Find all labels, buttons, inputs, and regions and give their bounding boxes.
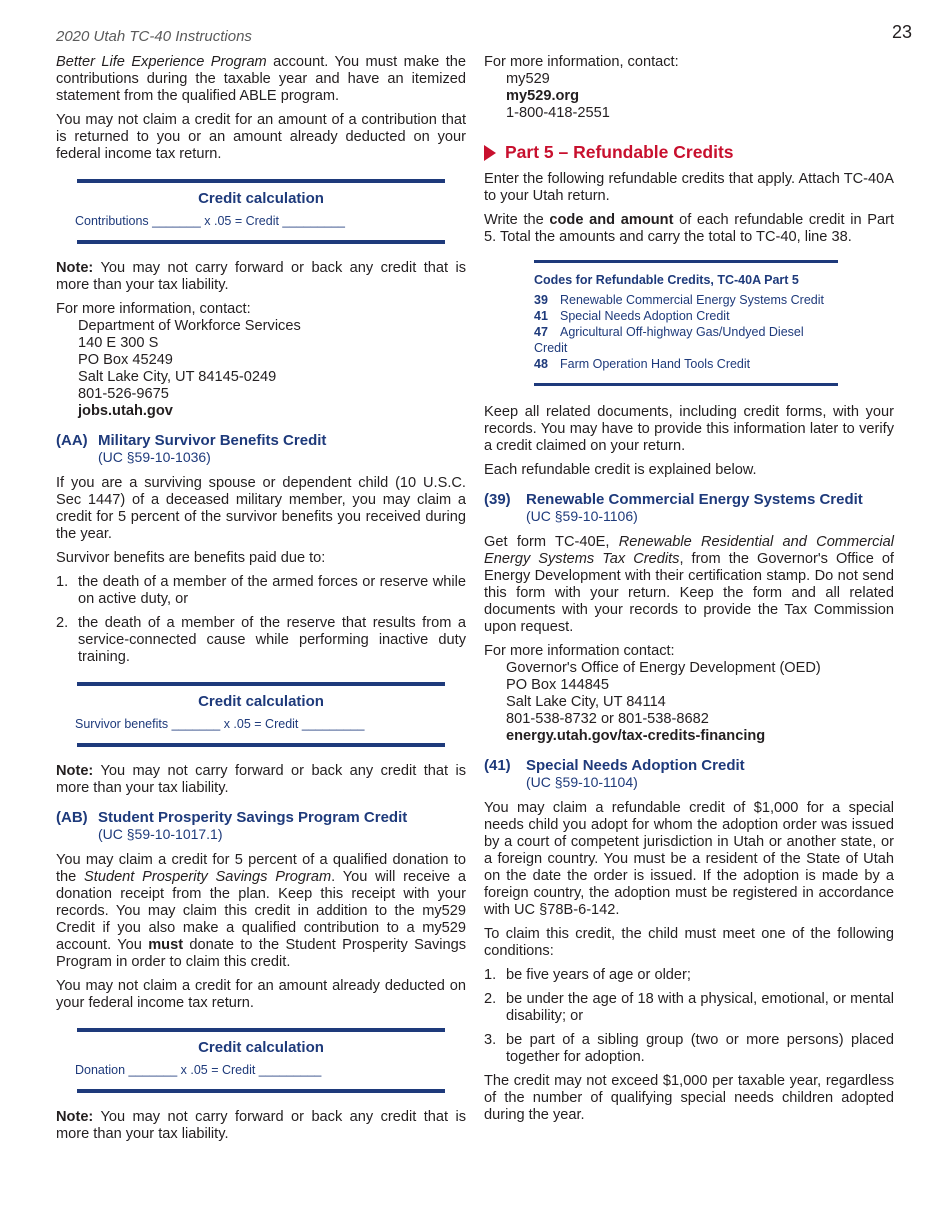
paragraph: Keep all related documents, including credit forms, with your records. You may have to provide this information later to verify a credit claimed on your return. [484,404,894,454]
code-row: 39 Renewable Commercial Energy Systems Credit [534,293,824,307]
note: Note: You may not carry forward or back any credit that is more than your tax liability. [56,763,466,796]
paragraph: Survivor benefits are benefits paid due to: [56,550,326,566]
website-link[interactable]: jobs.utah.gov [78,403,173,419]
paragraph: Each refundable credit is explained below. [484,462,757,478]
credit-calculation-box [77,682,445,747]
section-heading-41: (41) Special Needs Adoption Credit (UC §59-10-1104) [484,757,745,790]
section-heading-ab: (AB) Student Prosperity Savings Program Credit (UC §59-10-1017.1) [56,809,408,842]
note: Note: You may not carry forward or back any credit that is more than your tax liability. [56,1109,466,1142]
website-link[interactable]: my529.org [506,88,580,104]
page-number: 23 [891,22,912,42]
calc-title: Credit calculation [198,1039,324,1056]
paragraph: You may not claim a credit for an amount already deducted on your federal income tax return. [56,978,466,1011]
section-heading-39: (39) Renewable Commercial Energy Systems Credit (UC §59-10-1106) [484,491,863,524]
list-item: 3. be part of a sibling group (two or more persons) placed together for adoption. [484,1032,894,1065]
paragraph: Enter the following refundable credits that apply. Attach TC-40A to your Utah return. [484,171,894,204]
calc-title: Credit calculation [198,190,324,207]
paragraph: If you are a surviving spouse or dependent child (10 U.S.C. Sec 1447) of a deceased military member, you may claim a credit for 5 percent of the survivor benefits you received during the year. [56,475,466,542]
calc-formula: Survivor benefits _______ x .05 = Credit _________ [75,717,365,731]
section-heading-aa: (AA) Military Survivor Benefits Credit (UC §59-10-1036) [56,432,327,465]
paragraph: To claim this credit, the child must meet one of the following conditions: [484,926,894,959]
website-link[interactable]: energy.utah.gov/tax-credits-financing [506,728,766,744]
contact-block: For more information, contact: my529 my529.org 1-800-418-2551 [484,54,894,122]
calc-title: Credit calculation [198,693,324,710]
paragraph: Write the code and amount of each refundable credit in Part 5. Total the amounts and carry the total to TC-40, line 38. [484,212,895,245]
numbered-list [484,967,894,1066]
right-column [484,54,894,1131]
refundable-codes-box: Codes for Refundable Credits, TC-40A Part 5 39 Renewable Commercial Energy Systems Credit 41 Special Needs Adoption Credit 47 Agricultural Off-highway Gas/Undyed Diesel Credit 48 Farm Operation Hand Tools Credit [534,260,838,386]
list-item: 1. be five years of age or older; [484,967,691,983]
triangle-bullet-icon [484,145,496,161]
paragraph: You may not claim a credit for an amount of a contribution that is returned to you or an amount already deducted on your federal income tax return. [56,112,466,162]
list-item: 2. the death of a member of the reserve that results from a service-connected cause while performing inactive duty training. [56,615,466,665]
contact-block: For more information, contact: Department of Workforce Services 140 E 300 S PO Box 45249 Salt Lake City, UT 84145-0249 801-526-9675 jobs.utah.gov [56,301,466,420]
calc-formula: Contributions _______ x .05 = Credit _________ [75,214,345,228]
left-column [56,54,466,1150]
list-item: 1. the death of a member of the armed forces or reserve while on active duty, or [56,574,466,607]
paragraph: You may claim a credit for 5 percent of a qualified donation to the Student Prosperity Savings Program. You will receive a donation receipt from the plan. Keep this receipt with your records. You may claim this credit in addition to the my529 Credit if you also make a qualified contribution to a my529 account. You must donate to the Student Prosperity Savings Program in order to claim this credit. [56,852,467,970]
numbered-list [56,574,466,666]
part-5-heading: Part 5 – Refundable Credits [484,144,894,161]
paragraph: The credit may not exceed $1,000 per taxable year, regardless of the number of qualifying special needs children adopted during the year. [484,1073,894,1123]
contact-block: For more information contact: Governor's Office of Energy Development (OED) PO Box 144845 Salt Lake City, UT 84114 801-538-8732 or 801-538-8682 energy.utah.gov/tax-credits-financing [484,643,894,745]
calc-formula: Donation _______ x .05 = Credit _________ [75,1063,322,1077]
credit-calculation-box [77,179,445,244]
code-row: 47 Agricultural Off-highway Gas/Undyed Diesel Credit [534,325,804,355]
credit-calculation-box [77,1028,445,1093]
code-row: 48 Farm Operation Hand Tools Credit [534,357,751,371]
list-item: 2. be under the age of 18 with a physical, emotional, or mental disability; or [484,991,894,1024]
paragraph: Better Life Experience Program account. You must make the contributions during the taxable year and have an itemized statement from the qualified ABLE program. [56,54,467,104]
paragraph: You may claim a refundable credit of $1,000 for a special needs child you adopt for whom the adoption order was issued by a court of competent jurisdiction in Utah or another state, or a foreign country. You must be a resident of the State of Utah on the date the order is issued. If the adoption is made by a foreign country, the adoption must be registered in accordance with UC §78B-6-142. [484,800,894,918]
page-header-title: 2020 Utah TC-40 Instructions [56,28,252,45]
paragraph: Get form TC-40E, Renewable Residential and Commercial Energy Systems Tax Credits, from the Governor's Office of Energy Development with their certification stamp. Do not send this form with your return. Keep the form and all related documents with your records to provide the Tax Commission upon request. [484,534,894,635]
code-row: 41 Special Needs Adoption Credit [534,309,730,323]
note: Note: You may not carry forward or back any credit that is more than your tax liability. [56,260,466,293]
